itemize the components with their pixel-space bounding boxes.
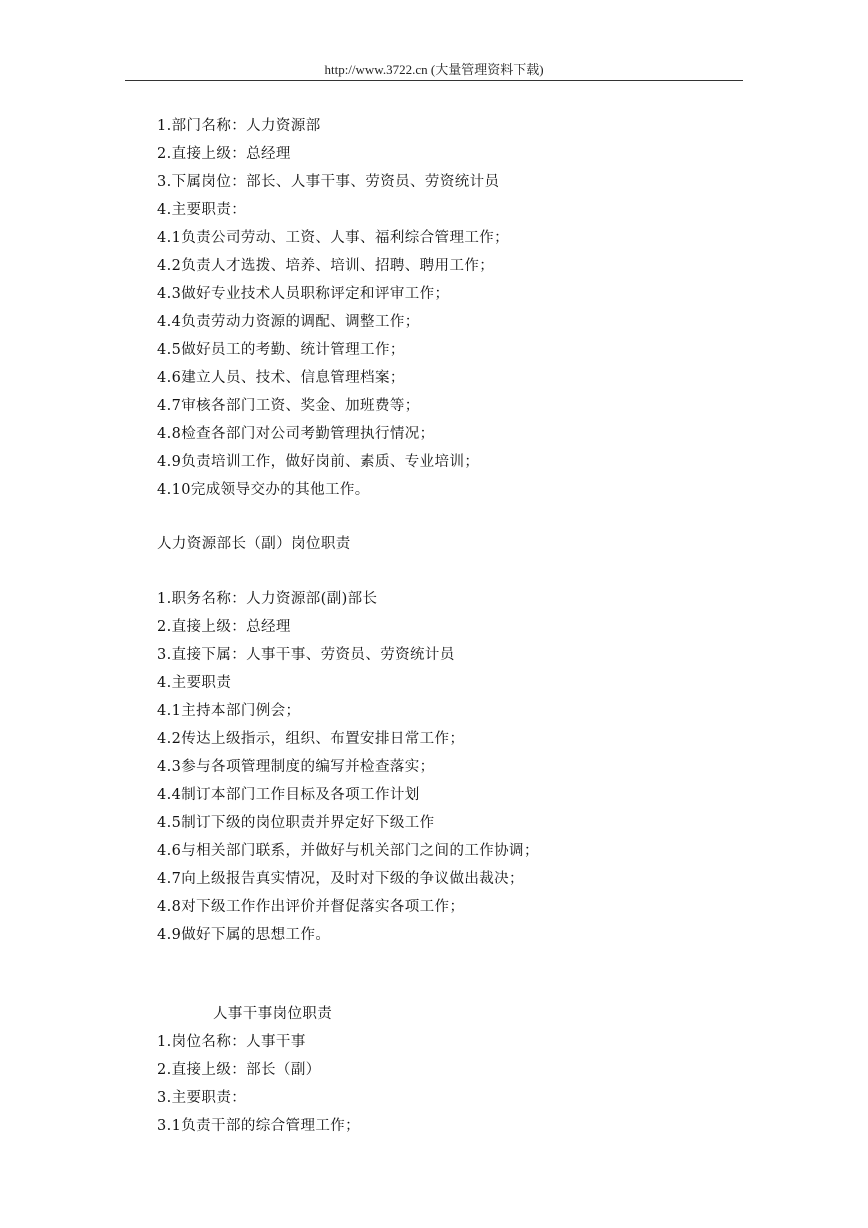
section1-line: 4.主要职责： <box>157 202 247 218</box>
section2-line: 2.直接上级：总经理 <box>157 619 291 635</box>
section2-line: 4.6与相关部门联系，并做好与机关部门之间的工作协调； <box>157 843 539 859</box>
section3-title: 人事干事岗位职责 <box>213 1006 333 1022</box>
header-divider <box>125 80 743 81</box>
section3-line: 3.1负责干部的综合管理工作； <box>157 1118 361 1134</box>
section3-line: 1.岗位名称：人事干事 <box>157 1034 306 1050</box>
section2-line: 4.主要职责 <box>157 675 232 691</box>
page-header: http://www.3722.cn (大量管理资料下载) <box>324 62 544 77</box>
section2-line: 4.8对下级工作作出评价并督促落实各项工作； <box>157 899 465 915</box>
section1-line: 4.6建立人员、技术、信息管理档案； <box>157 370 405 386</box>
section1-line: 4.4负责劳动力资源的调配、调整工作； <box>157 314 420 330</box>
section1-line: 4.9负责培训工作，做好岗前、素质、专业培训； <box>157 454 480 470</box>
section1-line: 4.2负责人才选拨、培养、培训、招聘、聘用工作； <box>157 258 495 274</box>
section1-line: 4.1负责公司劳动、工资、人事、福利综合管理工作； <box>157 230 510 246</box>
section2-line: 4.1主持本部门例会； <box>157 703 301 719</box>
section2-line: 4.4制订本部门工作目标及各项工作计划 <box>157 787 420 803</box>
section2-line: 4.9做好下属的思想工作。 <box>157 927 331 943</box>
section1-line: 4.3做好专业技术人员职称评定和评审工作； <box>157 286 450 302</box>
section2-line: 4.2传达上级指示，组织、布置安排日常工作； <box>157 731 465 747</box>
section3-line: 2.直接上级：部长（副） <box>157 1062 321 1078</box>
section2-line: 4.5制订下级的岗位职责并界定好下级工作 <box>157 815 435 831</box>
section1-line: 4.5做好员工的考勤、统计管理工作； <box>157 342 405 358</box>
section1-line: 4.8检查各部门对公司考勤管理执行情况； <box>157 426 435 442</box>
section2-title: 人力资源部长（副）岗位职责 <box>157 536 351 552</box>
section2-line: 3.直接下属：人事干事、劳资员、劳资统计员 <box>157 647 455 663</box>
section2-line: 1.职务名称：人力资源部(副)部长 <box>157 591 378 607</box>
section1-line: 1.部门名称：人力资源部 <box>157 118 321 134</box>
section1-line: 3.下属岗位：部长、人事干事、劳资员、劳资统计员 <box>157 174 500 190</box>
section1-line: 4.10完成领导交办的其他工作。 <box>157 482 370 498</box>
section2-line: 4.3参与各项管理制度的编写并检查落实； <box>157 759 435 775</box>
section2-line: 4.7向上级报告真实情况，及时对下级的争议做出裁决； <box>157 871 524 887</box>
section3-line: 3.主要职责： <box>157 1090 247 1106</box>
section1-line: 2.直接上级：总经理 <box>157 146 291 162</box>
section1-line: 4.7审核各部门工资、奖金、加班费等； <box>157 398 420 414</box>
